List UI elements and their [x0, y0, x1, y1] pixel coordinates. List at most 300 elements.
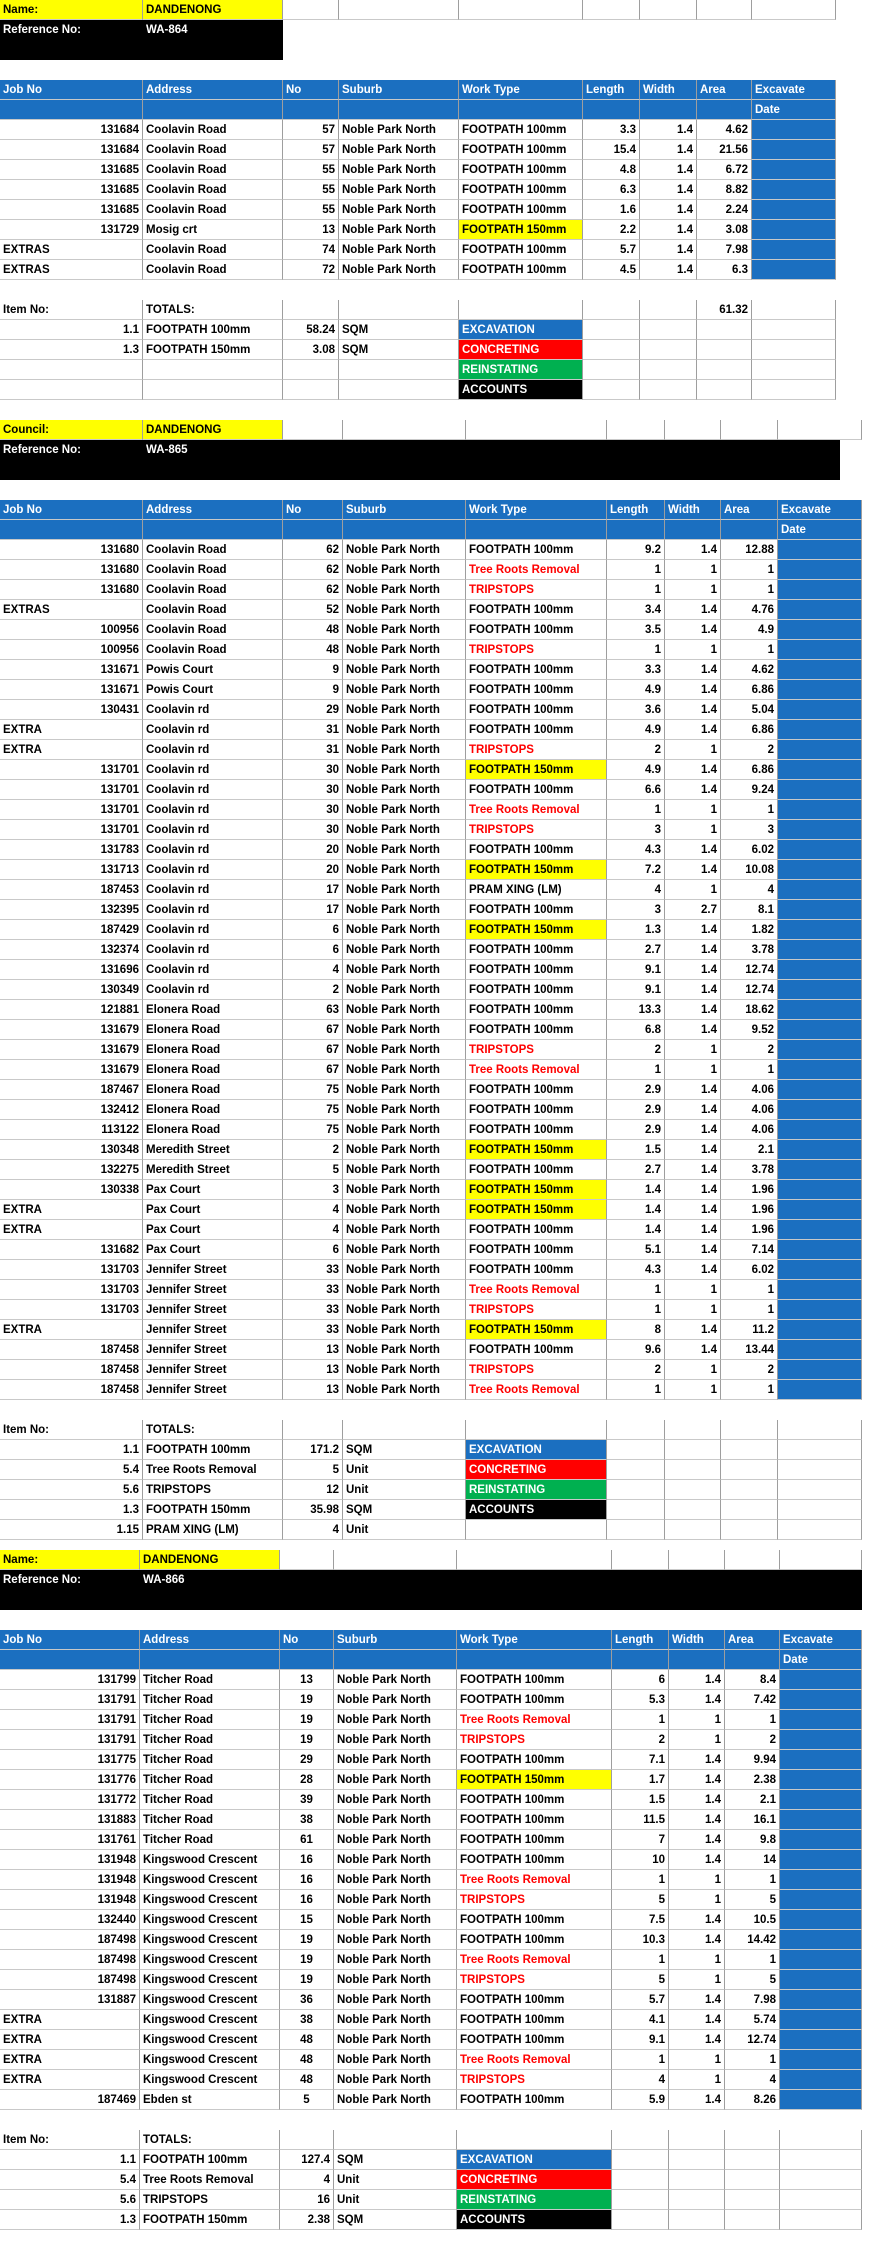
no-header[interactable]: No [280, 1630, 334, 1650]
job-no[interactable]: 131680 [0, 540, 143, 560]
empty-cell[interactable] [665, 1520, 721, 1540]
width[interactable]: 1.4 [669, 2030, 725, 2050]
area[interactable]: 2 [721, 740, 778, 760]
empty-cell[interactable] [583, 320, 640, 340]
job-no[interactable]: 131883 [0, 1810, 140, 1830]
suburb[interactable]: Noble Park North [343, 960, 466, 980]
area[interactable]: 2.1 [725, 1790, 780, 1810]
excavate-date[interactable] [780, 1930, 862, 1950]
address[interactable]: Kingswood Crescent [140, 1890, 280, 1910]
empty-cell[interactable] [640, 0, 697, 20]
width[interactable]: 1 [665, 740, 721, 760]
header-empty[interactable] [457, 1650, 612, 1670]
empty-cell[interactable] [721, 1480, 778, 1500]
item-description[interactable]: FOOTPATH 100mm [143, 320, 283, 340]
suburb[interactable]: Noble Park North [343, 1280, 466, 1300]
item-unit[interactable]: SQM [343, 1440, 466, 1460]
item-unit[interactable]: SQM [334, 2150, 457, 2170]
address[interactable]: Elonera Road [143, 1040, 283, 1060]
area[interactable]: 6.02 [721, 840, 778, 860]
suburb[interactable]: Noble Park North [334, 1710, 457, 1730]
address[interactable]: Ebden st [140, 2090, 280, 2110]
street-no[interactable]: 19 [280, 1730, 334, 1750]
street-no[interactable]: 19 [280, 1930, 334, 1950]
item-quantity[interactable]: 2.38 [280, 2210, 334, 2230]
item-unit[interactable]: Unit [343, 1520, 466, 1540]
street-no[interactable]: 48 [280, 2070, 334, 2090]
area[interactable]: 2 [725, 1730, 780, 1750]
length[interactable]: 6 [612, 1670, 669, 1690]
address[interactable]: Titcher Road [140, 1830, 280, 1850]
address[interactable]: Coolavin rd [143, 740, 283, 760]
excavate-date[interactable] [752, 220, 836, 240]
date-header[interactable]: Date [752, 100, 836, 120]
area[interactable]: 1.96 [721, 1220, 778, 1240]
width[interactable]: 1.4 [640, 140, 697, 160]
empty-cell[interactable] [583, 0, 640, 20]
length[interactable]: 3.4 [607, 600, 665, 620]
length[interactable]: 2.7 [607, 1160, 665, 1180]
street-no[interactable]: 15 [280, 1910, 334, 1930]
suburb[interactable]: Noble Park North [343, 820, 466, 840]
excavate-date[interactable] [778, 1060, 862, 1080]
area[interactable]: 14.42 [725, 1930, 780, 1950]
item-quantity[interactable]: 58.24 [283, 320, 339, 340]
empty-cell[interactable] [583, 300, 640, 320]
empty-cell[interactable] [466, 1520, 607, 1540]
empty-cell[interactable] [607, 1520, 665, 1540]
job-no[interactable]: 100956 [0, 620, 143, 640]
suburb[interactable]: Noble Park North [334, 1870, 457, 1890]
suburb[interactable]: Noble Park North [343, 1220, 466, 1240]
work-type[interactable]: TRIPSTOPS [466, 640, 607, 660]
width[interactable]: 1 [669, 1730, 725, 1750]
width[interactable]: 1.4 [665, 1240, 721, 1260]
item-unit[interactable]: SQM [343, 1500, 466, 1520]
address[interactable]: Titcher Road [140, 1730, 280, 1750]
address[interactable]: Kingswood Crescent [140, 2050, 280, 2070]
suburb[interactable]: Noble Park North [343, 700, 466, 720]
empty-cell[interactable] [607, 420, 665, 440]
name-label[interactable]: Name: [0, 1550, 140, 1570]
job-no[interactable]: 131703 [0, 1280, 143, 1300]
job-no-header[interactable]: Job No [0, 500, 143, 520]
suburb[interactable]: Noble Park North [343, 560, 466, 580]
address[interactable]: Meredith Street [143, 1140, 283, 1160]
excavate-date[interactable] [780, 2090, 862, 2110]
length[interactable]: 1 [612, 2050, 669, 2070]
length[interactable]: 7.5 [612, 1910, 669, 1930]
excavate-date[interactable] [752, 260, 836, 280]
excavate-date[interactable] [780, 1990, 862, 2010]
length[interactable]: 2.9 [607, 1120, 665, 1140]
width[interactable]: 1 [665, 1040, 721, 1060]
empty-cell[interactable] [612, 2150, 669, 2170]
address-header[interactable]: Address [143, 80, 283, 100]
empty-cell[interactable] [697, 360, 752, 380]
job-no[interactable]: EXTRA [0, 720, 143, 740]
width[interactable]: 1.4 [665, 540, 721, 560]
suburb[interactable]: Noble Park North [339, 120, 459, 140]
suburb[interactable]: Noble Park North [343, 980, 466, 1000]
work-type[interactable]: FOOTPATH 100mm [457, 1750, 612, 1770]
work-type-header[interactable]: Work Type [466, 500, 607, 520]
empty-cell[interactable] [778, 1480, 862, 1500]
empty-cell[interactable] [780, 2130, 862, 2150]
area[interactable]: 3.78 [721, 1160, 778, 1180]
length[interactable]: 4.9 [607, 760, 665, 780]
excavate-date[interactable] [778, 920, 862, 940]
excavate-date[interactable] [780, 1730, 862, 1750]
street-no[interactable]: 75 [283, 1120, 343, 1140]
street-no[interactable]: 38 [280, 1810, 334, 1830]
excavate-date[interactable] [778, 720, 862, 740]
job-no[interactable]: 131783 [0, 840, 143, 860]
date-header[interactable]: Date [780, 1650, 862, 1670]
width[interactable]: 1.4 [640, 260, 697, 280]
job-no[interactable]: 131791 [0, 1690, 140, 1710]
street-no[interactable]: 9 [283, 660, 343, 680]
excavate-date[interactable] [778, 800, 862, 820]
length[interactable]: 6.3 [583, 180, 640, 200]
area[interactable]: 9.94 [725, 1750, 780, 1770]
street-no[interactable]: 55 [283, 180, 339, 200]
empty-cell[interactable] [752, 320, 836, 340]
area[interactable]: 1 [721, 560, 778, 580]
area[interactable]: 6.3 [697, 260, 752, 280]
work-type-header[interactable]: Work Type [457, 1630, 612, 1650]
suburb[interactable]: Noble Park North [343, 540, 466, 560]
work-type[interactable]: FOOTPATH 150mm [457, 1770, 612, 1790]
item-unit[interactable]: Unit [334, 2190, 457, 2210]
item-description[interactable]: FOOTPATH 150mm [143, 1500, 283, 1520]
job-no[interactable]: 130348 [0, 1140, 143, 1160]
street-no[interactable]: 55 [283, 160, 339, 180]
excavate-date[interactable] [780, 1910, 862, 1930]
job-no[interactable]: EXTRAS [0, 260, 143, 280]
excavate-date[interactable] [780, 2030, 862, 2050]
width[interactable]: 1.4 [669, 1750, 725, 1770]
width-header[interactable]: Width [665, 500, 721, 520]
address[interactable]: Titcher Road [140, 1670, 280, 1690]
job-no[interactable]: EXTRA [0, 740, 143, 760]
empty-cell[interactable] [640, 300, 697, 320]
width[interactable]: 1.4 [665, 1340, 721, 1360]
excavate-date[interactable] [778, 940, 862, 960]
address[interactable]: Pax Court [143, 1200, 283, 1220]
width[interactable]: 1.4 [669, 1670, 725, 1690]
legend-accounts[interactable]: ACCOUNTS [459, 380, 583, 400]
street-no[interactable]: 62 [283, 560, 343, 580]
work-type[interactable]: PRAM XING (LM) [466, 880, 607, 900]
job-no[interactable]: 131685 [0, 200, 143, 220]
width[interactable]: 1.4 [640, 160, 697, 180]
work-type[interactable]: FOOTPATH 100mm [466, 1160, 607, 1180]
job-no[interactable]: 131682 [0, 1240, 143, 1260]
street-no[interactable]: 62 [283, 540, 343, 560]
suburb[interactable]: Noble Park North [343, 1360, 466, 1380]
suburb[interactable]: Noble Park North [343, 780, 466, 800]
job-no[interactable]: 131679 [0, 1040, 143, 1060]
total-area[interactable] [725, 2130, 780, 2150]
address[interactable]: Titcher Road [140, 1750, 280, 1770]
item-description[interactable]: TRIPSTOPS [140, 2190, 280, 2210]
item-unit[interactable]: Unit [334, 2170, 457, 2190]
address[interactable]: Coolavin rd [143, 840, 283, 860]
work-type[interactable]: FOOTPATH 100mm [457, 1910, 612, 1930]
area[interactable]: 8.26 [725, 2090, 780, 2110]
excavate-date[interactable] [778, 1200, 862, 1220]
address[interactable]: Jennifer Street [143, 1300, 283, 1320]
name-value[interactable]: DANDENONG [143, 0, 283, 20]
street-no[interactable]: 4 [283, 1200, 343, 1220]
length-header[interactable]: Length [612, 1630, 669, 1650]
address[interactable]: Titcher Road [140, 1710, 280, 1730]
work-type[interactable]: FOOTPATH 100mm [457, 1930, 612, 1950]
street-no[interactable]: 48 [283, 620, 343, 640]
empty-cell[interactable] [466, 1420, 607, 1440]
job-no[interactable]: 132275 [0, 1160, 143, 1180]
header-empty[interactable] [459, 100, 583, 120]
suburb[interactable]: Noble Park North [339, 260, 459, 280]
address[interactable]: Kingswood Crescent [140, 1910, 280, 1930]
job-no[interactable]: 132440 [0, 1910, 140, 1930]
job-no[interactable]: 131772 [0, 1790, 140, 1810]
area[interactable]: 1 [725, 2050, 780, 2070]
address[interactable]: Kingswood Crescent [140, 1850, 280, 1870]
street-no[interactable]: 19 [280, 1710, 334, 1730]
area[interactable]: 2.1 [721, 1140, 778, 1160]
empty-cell[interactable] [459, 300, 583, 320]
street-no[interactable]: 57 [283, 140, 339, 160]
item-no[interactable]: 1.1 [0, 320, 143, 340]
excavate-date[interactable] [778, 540, 862, 560]
length[interactable]: 9.1 [607, 980, 665, 1000]
length[interactable]: 1 [612, 1870, 669, 1890]
excavate-date[interactable] [778, 1040, 862, 1060]
work-type[interactable]: FOOTPATH 100mm [457, 1810, 612, 1830]
length[interactable]: 2.7 [607, 940, 665, 960]
address[interactable]: Coolavin Road [143, 260, 283, 280]
work-type[interactable]: FOOTPATH 100mm [466, 1020, 607, 1040]
address[interactable]: Coolavin Road [143, 540, 283, 560]
item-no[interactable]: 5.6 [0, 2190, 140, 2210]
width[interactable]: 1.4 [669, 1850, 725, 1870]
job-no[interactable]: 132374 [0, 940, 143, 960]
suburb[interactable]: Noble Park North [334, 1970, 457, 1990]
address[interactable]: Coolavin Road [143, 640, 283, 660]
name-value[interactable]: DANDENONG [143, 420, 283, 440]
suburb[interactable]: Noble Park North [334, 1750, 457, 1770]
area-header[interactable]: Area [697, 80, 752, 100]
width[interactable]: 1.4 [669, 2090, 725, 2110]
area[interactable]: 4 [725, 2070, 780, 2090]
job-no[interactable]: 131791 [0, 1730, 140, 1750]
area[interactable]: 4.76 [721, 600, 778, 620]
excavate-date[interactable] [778, 860, 862, 880]
work-type[interactable]: FOOTPATH 100mm [466, 700, 607, 720]
job-no[interactable]: 113122 [0, 1120, 143, 1140]
area[interactable]: 7.98 [725, 1990, 780, 2010]
width[interactable]: 1 [665, 800, 721, 820]
area[interactable]: 6.86 [721, 680, 778, 700]
excavate-date[interactable] [780, 1670, 862, 1690]
area[interactable]: 6.86 [721, 760, 778, 780]
width[interactable]: 1.4 [665, 980, 721, 1000]
width[interactable]: 1 [665, 580, 721, 600]
suburb[interactable]: Noble Park North [343, 880, 466, 900]
address[interactable]: Titcher Road [140, 1770, 280, 1790]
work-type[interactable]: FOOTPATH 100mm [457, 1990, 612, 2010]
area[interactable]: 1 [725, 1710, 780, 1730]
job-no[interactable]: EXTRAS [0, 240, 143, 260]
width[interactable]: 1.4 [665, 660, 721, 680]
street-no[interactable]: 13 [283, 220, 339, 240]
legend-reinstating[interactable]: REINSTATING [459, 360, 583, 380]
work-type[interactable]: FOOTPATH 100mm [466, 540, 607, 560]
work-type[interactable]: Tree Roots Removal [466, 800, 607, 820]
excavate-header[interactable]: Excavate [778, 500, 862, 520]
work-type[interactable]: TRIPSTOPS [457, 2070, 612, 2090]
length[interactable]: 7 [612, 1830, 669, 1850]
street-no[interactable]: 31 [283, 720, 343, 740]
item-description[interactable] [143, 380, 283, 400]
totals-label[interactable]: TOTALS: [143, 300, 283, 320]
name-label[interactable]: Council: [0, 420, 143, 440]
work-type[interactable]: FOOTPATH 100mm [466, 940, 607, 960]
area[interactable]: 8.82 [697, 180, 752, 200]
area[interactable]: 13.44 [721, 1340, 778, 1360]
address[interactable]: Meredith Street [143, 1160, 283, 1180]
job-no[interactable]: EXTRA [0, 2030, 140, 2050]
suburb[interactable]: Noble Park North [343, 740, 466, 760]
empty-cell[interactable] [665, 1420, 721, 1440]
street-no[interactable]: 36 [280, 1990, 334, 2010]
legend-concreting[interactable]: CONCRETING [466, 1460, 607, 1480]
area[interactable]: 11.2 [721, 1320, 778, 1340]
job-no[interactable]: 100956 [0, 640, 143, 660]
item-description[interactable] [143, 360, 283, 380]
street-no[interactable]: 6 [283, 1240, 343, 1260]
suburb[interactable]: Noble Park North [339, 160, 459, 180]
length[interactable]: 1 [607, 1380, 665, 1400]
job-no[interactable]: 131761 [0, 1830, 140, 1850]
empty-cell[interactable] [778, 1460, 862, 1480]
reference-label[interactable]: Reference No: [3, 24, 81, 36]
work-type[interactable]: Tree Roots Removal [466, 1380, 607, 1400]
job-no[interactable]: 131701 [0, 800, 143, 820]
suburb[interactable]: Noble Park North [343, 1140, 466, 1160]
street-no[interactable]: 29 [280, 1750, 334, 1770]
area[interactable]: 3.78 [721, 940, 778, 960]
excavate-date[interactable] [778, 600, 862, 620]
address[interactable]: Coolavin rd [143, 920, 283, 940]
empty-cell[interactable] [778, 1520, 862, 1540]
street-no[interactable]: 16 [280, 1870, 334, 1890]
width[interactable]: 1 [669, 2050, 725, 2070]
address[interactable]: Coolavin Road [143, 240, 283, 260]
area[interactable]: 5.04 [721, 700, 778, 720]
address[interactable]: Coolavin rd [143, 700, 283, 720]
job-no[interactable]: 131680 [0, 560, 143, 580]
totals-label[interactable]: TOTALS: [143, 1420, 283, 1440]
excavate-date[interactable] [778, 660, 862, 680]
address[interactable]: Coolavin rd [143, 780, 283, 800]
header-empty[interactable] [607, 520, 665, 540]
street-no[interactable]: 17 [283, 880, 343, 900]
empty-cell[interactable] [665, 1440, 721, 1460]
job-no[interactable]: 132395 [0, 900, 143, 920]
empty-cell[interactable] [669, 2170, 725, 2190]
width[interactable]: 1 [665, 820, 721, 840]
suburb[interactable]: Noble Park North [334, 1770, 457, 1790]
job-no[interactable]: 131701 [0, 780, 143, 800]
length[interactable]: 4.9 [607, 680, 665, 700]
width-header[interactable]: Width [640, 80, 697, 100]
street-no[interactable]: 13 [283, 1380, 343, 1400]
excavate-date[interactable] [780, 1810, 862, 1830]
work-type[interactable]: FOOTPATH 100mm [457, 2090, 612, 2110]
empty-cell[interactable] [607, 1440, 665, 1460]
item-description[interactable]: PRAM XING (LM) [143, 1520, 283, 1540]
address[interactable]: Kingswood Crescent [140, 1870, 280, 1890]
area[interactable]: 1 [721, 800, 778, 820]
header-empty[interactable] [143, 520, 283, 540]
item-quantity[interactable]: 3.08 [283, 340, 339, 360]
excavate-date[interactable] [780, 2050, 862, 2070]
empty-cell[interactable] [607, 1480, 665, 1500]
address[interactable]: Coolavin Road [143, 140, 283, 160]
width[interactable]: 1 [669, 2070, 725, 2090]
excavate-date[interactable] [752, 240, 836, 260]
work-type[interactable]: FOOTPATH 100mm [466, 780, 607, 800]
header-empty[interactable] [640, 100, 697, 120]
width[interactable]: 1.4 [665, 760, 721, 780]
suburb[interactable]: Noble Park North [343, 800, 466, 820]
address[interactable]: Coolavin rd [143, 860, 283, 880]
area[interactable]: 18.62 [721, 1000, 778, 1020]
width[interactable]: 1.4 [669, 1770, 725, 1790]
length[interactable]: 2 [607, 1360, 665, 1380]
length[interactable]: 5 [612, 1890, 669, 1910]
area[interactable]: 1.96 [721, 1180, 778, 1200]
width[interactable]: 1.4 [665, 920, 721, 940]
area[interactable]: 3.08 [697, 220, 752, 240]
suburb[interactable]: Noble Park North [343, 1340, 466, 1360]
street-no[interactable]: 13 [280, 1670, 334, 1690]
length[interactable]: 9.1 [607, 960, 665, 980]
excavate-date[interactable] [752, 200, 836, 220]
excavate-date[interactable] [778, 700, 862, 720]
item-no[interactable]: 5.4 [0, 2170, 140, 2190]
address[interactable]: Coolavin Road [143, 560, 283, 580]
suburb[interactable]: Noble Park North [334, 1890, 457, 1910]
item-unit[interactable]: SQM [334, 2210, 457, 2230]
excavate-date[interactable] [778, 1300, 862, 1320]
suburb[interactable]: Noble Park North [339, 220, 459, 240]
street-no[interactable]: 72 [283, 260, 339, 280]
suburb[interactable]: Noble Park North [343, 640, 466, 660]
item-no-label[interactable]: Item No: [0, 1420, 143, 1440]
work-type[interactable]: FOOTPATH 100mm [459, 200, 583, 220]
item-description[interactable]: FOOTPATH 100mm [140, 2150, 280, 2170]
suburb[interactable]: Noble Park North [334, 1730, 457, 1750]
item-no[interactable]: 5.4 [0, 1460, 143, 1480]
street-no[interactable]: 4 [283, 1220, 343, 1240]
excavate-date[interactable] [778, 1100, 862, 1120]
address[interactable]: Powis Court [143, 660, 283, 680]
reference-label[interactable]: Reference No: [3, 1574, 81, 1586]
